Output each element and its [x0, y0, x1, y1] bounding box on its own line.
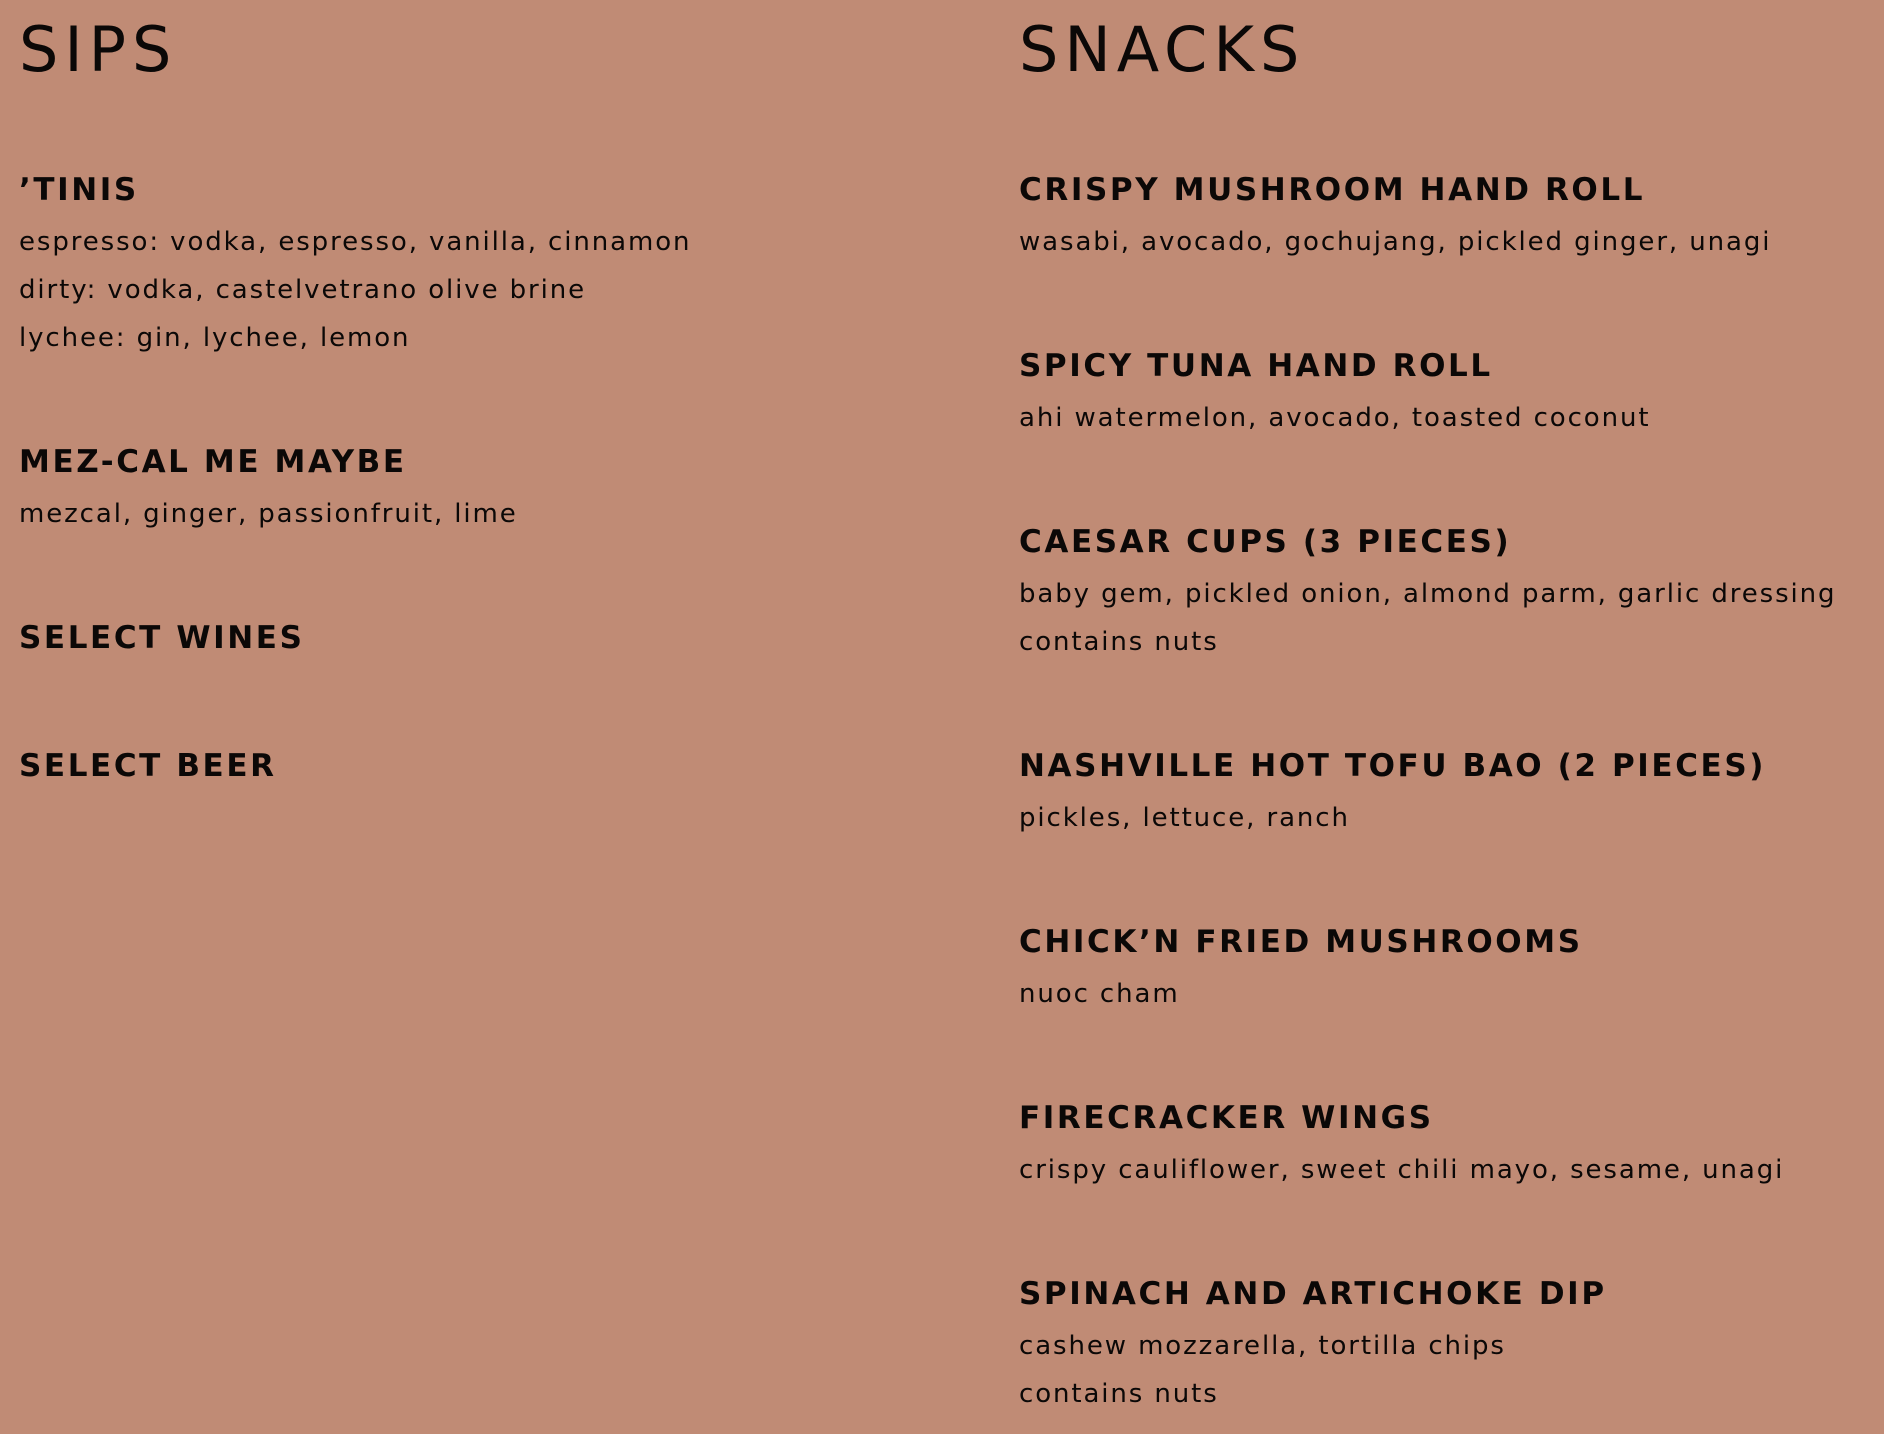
- item-description: cashew mozzarella, tortilla chips: [1019, 1331, 1506, 1361]
- item-description: ahi watermelon, avocado, toasted coconut: [1019, 403, 1651, 433]
- item-description: baby gem, pickled onion, almond parm, garlic dressing: [1019, 579, 1837, 609]
- item-description: lychee: gin, lychee, lemon: [19, 323, 411, 353]
- snacks-item-spinach-artichoke-dip: [1019, 1274, 1607, 1418]
- sips-item-tinis: [19, 170, 691, 362]
- item-name: NASHVILLE HOT TOFU BAO (2 PIECES): [1019, 748, 1767, 784]
- item-name: SPINACH AND ARTICHOKE DIP: [1019, 1276, 1607, 1312]
- item-name: CAESAR CUPS (3 PIECES): [1019, 524, 1512, 560]
- item-description: crispy cauliflower, sweet chili mayo, sesame, unagi: [1019, 1155, 1785, 1185]
- snacks-item-chickn-fried-mushrooms: [1019, 922, 1583, 1018]
- snacks-item-spicy-tuna-hand-roll: [1019, 346, 1650, 442]
- item-description: wasabi, avocado, gochujang, pickled ginger, unagi: [1019, 227, 1772, 257]
- item-name: SPICY TUNA HAND ROLL: [1019, 348, 1493, 384]
- snacks-column: [1019, 0, 1879, 1409]
- item-name: SELECT WINES: [19, 620, 305, 656]
- item-description: mezcal, ginger, passionfruit, lime: [19, 499, 518, 529]
- item-name: MEZ-CAL ME MAYBE: [19, 444, 407, 480]
- sips-item-select-beer: [19, 746, 277, 786]
- snacks-item-caesar-cups: [1019, 522, 1836, 666]
- item-note: contains nuts: [1019, 627, 1219, 657]
- item-name: FIRECRACKER WINGS: [1019, 1100, 1434, 1136]
- item-name: SELECT BEER: [19, 748, 277, 784]
- item-name: CRISPY MUSHROOM HAND ROLL: [1019, 172, 1646, 208]
- sips-item-select-wines: [19, 618, 305, 658]
- item-description: dirty: vodka, castelvetrano olive brine: [19, 275, 587, 305]
- sips-item-mezcal-me-maybe: [19, 442, 518, 538]
- snacks-item-crispy-mushroom-hand-roll: [1019, 170, 1771, 266]
- snacks-item-nashville-hot-tofu-bao: [1019, 746, 1766, 842]
- item-name: CHICK’N FRIED MUSHROOMS: [1019, 924, 1583, 960]
- snacks-title: SNACKS: [1019, 13, 1306, 86]
- snacks-item-firecracker-wings: [1019, 1098, 1784, 1194]
- item-note: contains nuts: [1019, 1379, 1219, 1409]
- sips-column: [19, 0, 979, 784]
- item-description: espresso: vodka, espresso, vanilla, cinnamon: [19, 227, 692, 257]
- item-description: pickles, lettuce, ranch: [1019, 803, 1350, 833]
- item-name: ’TINIS: [19, 172, 139, 208]
- sips-title: SIPS: [19, 13, 178, 86]
- item-description: nuoc cham: [1019, 979, 1180, 1009]
